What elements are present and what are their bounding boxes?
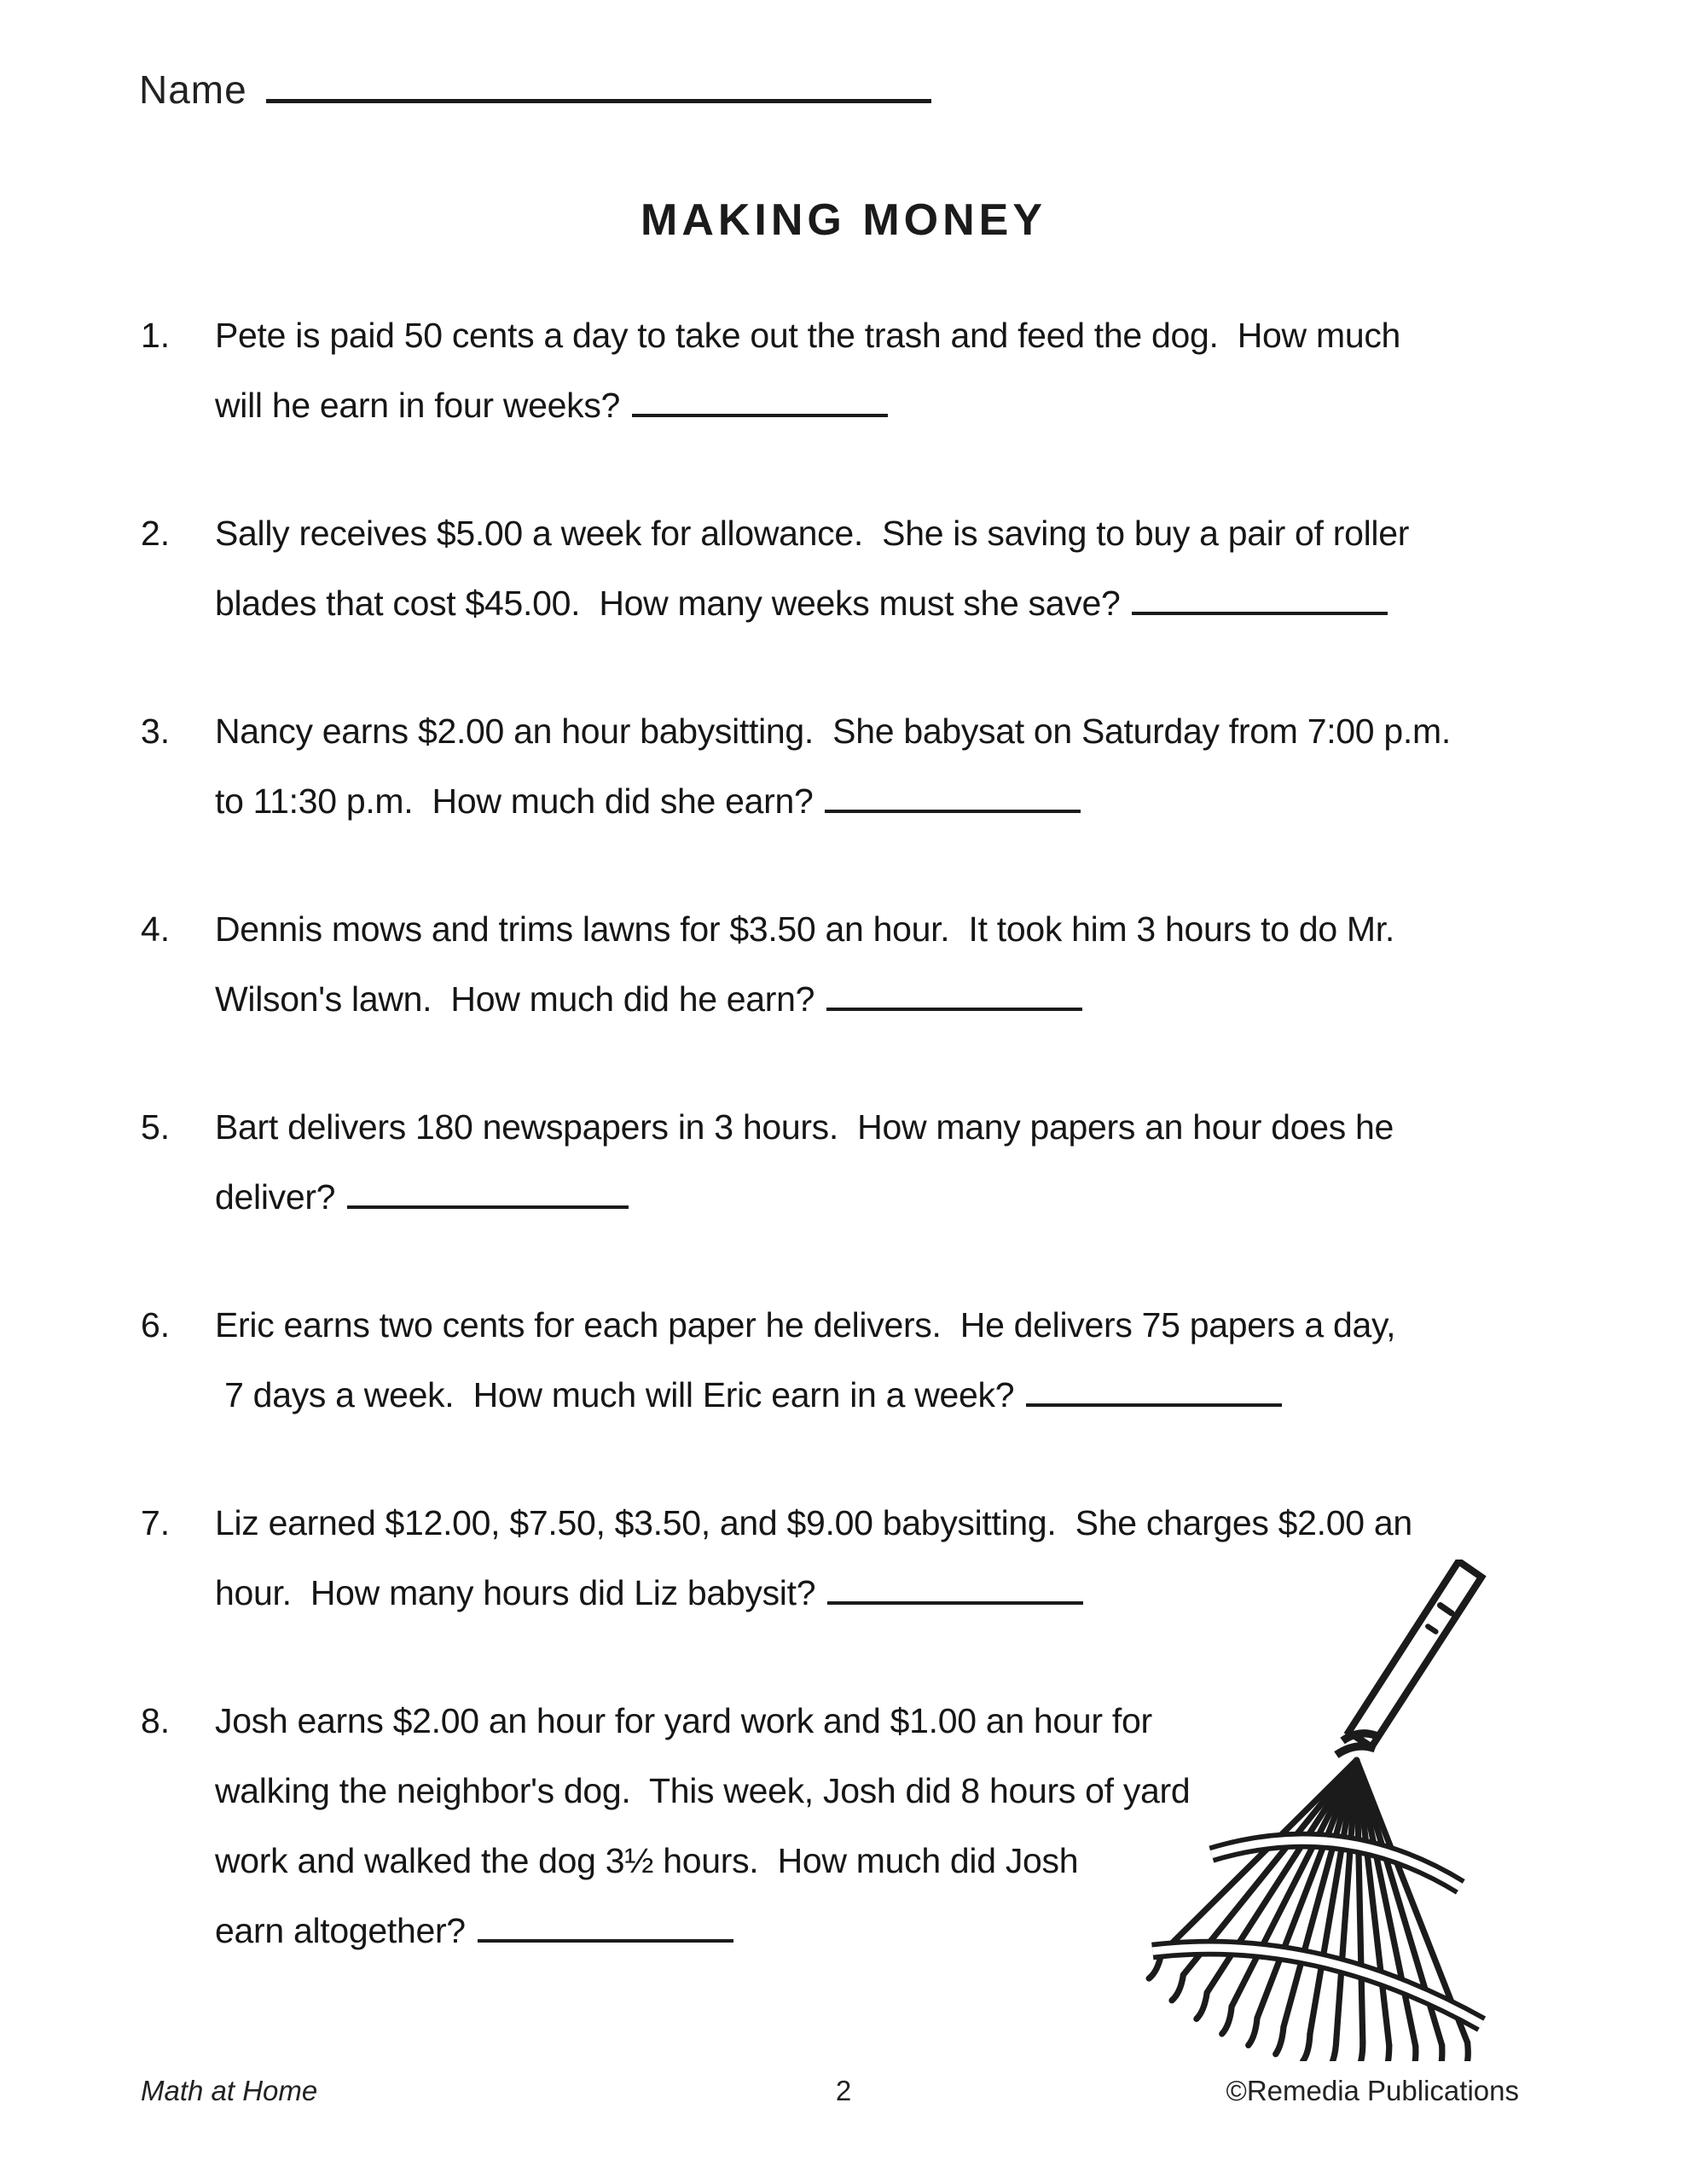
problem-text-line: Pete is paid 50 cents a day to take out the trash and feed the dog. How much	[215, 316, 1401, 355]
problem-number: 3.	[141, 712, 171, 751]
problem-1	[141, 300, 1574, 440]
problem-text-line: deliver?	[215, 1177, 336, 1217]
page-title: MAKING MONEY	[641, 195, 1046, 245]
problem-number: 8.	[141, 1701, 171, 1740]
answer-blank[interactable]	[478, 1917, 733, 1943]
problem-6	[141, 1290, 1574, 1430]
page-footer	[141, 2075, 1546, 2117]
problem-text-line: Dennis mows and trims lawns for $3.50 an hour. It took him 3 hours to do Mr.	[215, 909, 1394, 949]
problem-3	[141, 696, 1574, 836]
problem-text-line: Nancy earns $2.00 an hour babysitting. She babysat on Saturday from 7:00 p.m.	[215, 712, 1451, 751]
problem-number: 4.	[141, 909, 171, 949]
problem-number: 5.	[141, 1107, 171, 1147]
problem-number: 2.	[141, 514, 171, 553]
problem-text-line: walking the neighbor's dog. This week, Josh did 8 hours of yard	[215, 1771, 1191, 1810]
footer-book-title: Math at Home	[141, 2075, 318, 2106]
problem-text-line: Wilson's lawn. How much did he earn?	[215, 979, 815, 1019]
problem-4	[141, 894, 1574, 1034]
problem-text-line: Bart delivers 180 newspapers in 3 hours. How many papers an hour does he	[215, 1107, 1394, 1147]
problem-number: 1.	[141, 316, 171, 355]
problem-text-line: Liz earned $12.00, $7.50, $3.50, and $9.00 babysitting. She charges $2.00 an	[215, 1503, 1412, 1542]
answer-blank[interactable]	[347, 1183, 629, 1209]
problem-text-line: will he earn in four weeks?	[215, 386, 621, 425]
problem-text-line: blades that cost $45.00. How many weeks must she save?	[215, 584, 1121, 623]
problem-text-line: to 11:30 p.m. How much did she earn?	[215, 781, 814, 821]
answer-blank[interactable]	[826, 985, 1082, 1011]
problem-text-line: work and walked the dog 3½ hours. How much did Josh	[215, 1841, 1079, 1880]
answer-blank[interactable]	[1132, 590, 1388, 615]
answer-blank[interactable]	[1026, 1381, 1282, 1407]
answer-blank[interactable]	[632, 392, 888, 417]
problem-2	[141, 498, 1574, 638]
problem-number: 6.	[141, 1305, 171, 1345]
rake-illustration	[1136, 1560, 1516, 2061]
name-row	[139, 67, 931, 113]
page-number: 2	[835, 2075, 852, 2106]
name-label: Name	[139, 67, 247, 112]
problem-number: 7.	[141, 1503, 171, 1542]
answer-blank[interactable]	[827, 1579, 1083, 1605]
answer-blank[interactable]	[825, 787, 1081, 813]
problem-text-line: 7 days a week. How much will Eric earn in a week?	[215, 1375, 1015, 1414]
problem-5	[141, 1092, 1574, 1232]
problem-text-line: Sally receives $5.00 a week for allowance. She is saving to buy a pair of roller	[215, 514, 1410, 553]
name-blank-line[interactable]	[266, 69, 931, 103]
problem-text-line: hour. How many hours did Liz babysit?	[215, 1573, 816, 1612]
problem-text-line: Josh earns $2.00 an hour for yard work and $1.00 an hour for	[215, 1701, 1152, 1740]
problem-text-line: Eric earns two cents for each paper he delivers. He delivers 75 papers a day,	[215, 1305, 1396, 1345]
footer-copyright: ©Remedia Publications	[1226, 2075, 1519, 2106]
problem-text-line: earn altogether?	[215, 1911, 466, 1950]
